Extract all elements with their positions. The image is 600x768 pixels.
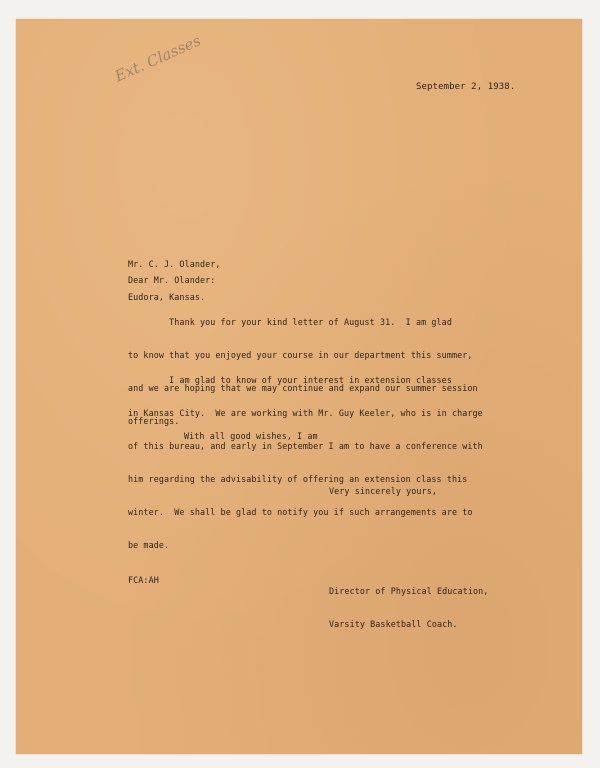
signature-title-1: Director of Physical Education, xyxy=(329,586,489,596)
signature-block xyxy=(329,564,488,652)
recipient-name: Mr. C. J. Olander, xyxy=(128,259,221,269)
paragraph-line: to know that you enjoyed your course in our department this summer, xyxy=(128,350,473,360)
recipient-address: Eudora, Kansas. xyxy=(128,292,206,302)
paragraph-line: winter. We shall be glad to notify you if such arrangements are to xyxy=(128,507,473,517)
typist-initials: FCA:AH xyxy=(128,575,159,585)
paragraph-line: of this bureau, and early in September I am to have a conference with xyxy=(128,441,483,451)
paragraph-line: offerings. xyxy=(128,416,180,426)
salutation: Dear Mr. Olander: xyxy=(128,275,216,285)
complimentary-close: Very sincerely yours, xyxy=(329,486,437,496)
paragraph-line: I am glad to know of your interest in extension classes xyxy=(128,375,452,385)
paragraph-line: him regarding the advisability of offering an extension class this xyxy=(128,474,468,484)
signature-title-2: Varsity Basketball Coach. xyxy=(329,619,458,629)
paragraph-2 xyxy=(128,353,483,573)
handwritten-note: Ext. Classes xyxy=(112,31,204,86)
paragraph-line: in Kansas City. We are working with Mr. Guy Keeler, who is in charge xyxy=(128,408,483,418)
letter-sheet xyxy=(16,19,582,754)
paragraph-line: and we are hoping that we may continue and expand our summer session xyxy=(128,383,478,393)
letter-date: September 2, 1938. xyxy=(416,82,516,92)
paragraph-line: Thank you for your kind letter of August 31. I am glad xyxy=(128,317,452,327)
paragraph-line: be made. xyxy=(128,540,170,550)
good-wishes-line: With all good wishes, I am xyxy=(184,431,318,441)
